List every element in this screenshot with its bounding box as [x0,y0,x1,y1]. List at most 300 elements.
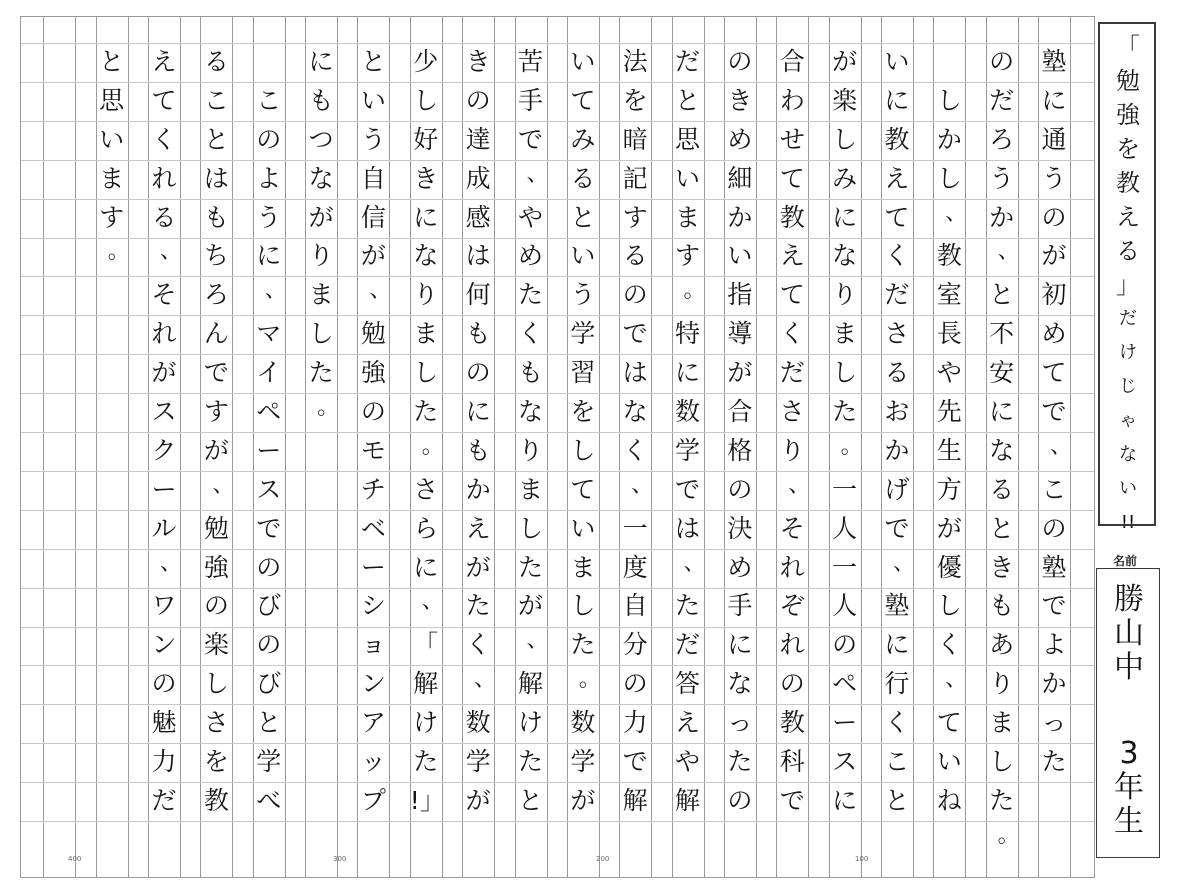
essay-char: で [622,747,648,777]
essay-char: ョ [360,630,386,660]
essay-char: 細 [727,163,753,193]
essay-char: 一 [832,474,858,504]
essay-char: は [622,358,648,388]
essay-char: が [832,47,858,76]
essay-char: 、 [421,589,444,615]
essay-char: 達 [465,124,491,154]
essay-char: の [622,669,648,699]
essay-char: 強 [360,358,386,388]
essay-column [567,43,599,821]
essay-char: 通 [1041,124,1067,154]
essay-char: 分 [622,630,648,660]
essay-char: ぞ [779,591,805,621]
essay-char: が [517,591,543,621]
essay-char: と [989,280,1015,310]
grid-column-line [651,17,652,877]
char-counter-100: 100 [855,855,869,863]
essay-char: め [517,241,543,271]
essay-char: が [727,358,753,388]
essay-char: 。 [317,395,340,421]
essay-char: 塾 [1041,47,1067,76]
essay-char: が [936,513,962,543]
essay-char: こ [203,85,229,115]
essay-char: あ [989,630,1015,660]
essay-char: え [151,47,177,76]
essay-char: い [727,241,753,271]
essay-char: ア [360,708,386,738]
char-counter-400: 400 [68,855,82,863]
essay-char: チ [360,474,386,504]
essay-char: ら [413,513,439,543]
essay-column [829,43,861,821]
essay-char: と [517,785,543,815]
essay-column [357,43,392,821]
essay-char: き [989,552,1015,582]
essay-char: 。 [683,278,706,304]
essay-char: た [727,747,753,777]
essay-char: が [465,552,491,582]
essay-char: 解 [675,785,701,815]
essay-char: 勉 [203,513,229,543]
essay-char: 数 [570,708,596,738]
essay-char: く [151,124,177,154]
essay-char: し [936,85,962,115]
essay-char: が [1041,241,1067,271]
essay-char: が [465,785,491,815]
essay-column [515,43,547,821]
essay-char: 力 [622,708,648,738]
essay-char: っ [1041,708,1067,738]
essay-char: 決 [727,513,753,543]
school-char: 山 [1114,616,1144,651]
essay-char [253,43,285,82]
essay-char: 一 [622,513,648,543]
essay-char: や [517,202,543,232]
essay-char: と [99,47,125,76]
essay-char: は [465,241,491,271]
essay-title [1112,30,1144,540]
essay-char: ー [360,552,386,582]
essay-char: 安 [989,358,1015,388]
essay-char: し [936,163,962,193]
school-char: 勝 [1114,582,1144,617]
title-char: な [1119,444,1137,465]
essay-char: ー [832,708,858,738]
essay-char: し [936,591,962,621]
essay-char: 記 [622,163,648,193]
essay-char: の [779,669,805,699]
essay-char: の [151,669,177,699]
essay-char: も [203,202,229,232]
essay-char: い [570,513,596,543]
essay-char: 、 [945,667,968,693]
title-char: !! [1120,512,1136,533]
essay-char: 初 [1041,280,1067,310]
essay-char: 勉 [360,319,386,349]
essay-char: と [203,124,229,154]
essay-char: な [308,163,334,193]
essay-char: 手 [517,85,543,115]
essay-char: り [308,241,334,271]
essay-char: れ [779,552,805,582]
essay-char: た [517,552,543,582]
essay-char: ン [360,669,386,699]
essay-column [305,43,340,432]
essay-char: か [1041,669,1067,699]
essay-char: た [570,630,596,660]
essay-char: 、 [526,628,549,654]
essay-char: 先 [936,397,962,427]
essay-char: り [779,435,805,465]
title-char: け [1119,342,1137,363]
grid-column-line [913,17,914,877]
essay-char: ン [151,630,177,660]
essay-char: し [989,747,1015,777]
essay-char: の [1041,513,1067,543]
essay-char: だ [989,85,1015,115]
grade-char: 年 [1114,770,1144,805]
essay-title-box [1098,22,1156,533]
essay-char: う [570,280,596,310]
essay-char: く [936,630,962,660]
essay-char: だ [675,47,701,76]
grid-column-line [965,17,966,877]
grid-column-line [704,17,705,877]
essay-char: す [622,202,648,232]
essay-column [462,43,497,821]
essay-char: て [151,85,177,115]
essay-char: る [989,474,1015,504]
essay-char: 、 [212,472,235,498]
essay-char: ま [99,163,125,193]
essay-char: が [203,435,229,465]
essay-char: れ [151,163,177,193]
essay-char: で [675,474,701,504]
essay-char: な [989,435,1015,465]
essay-char: だ [151,785,177,815]
essay-char: に [884,85,910,115]
grade-char: 3 [1119,736,1139,771]
essay-char: た [517,747,543,777]
essay-char: も [465,435,491,465]
essay-char: で [203,358,229,388]
grid-column-line [43,17,44,877]
essay-char: か [884,435,910,465]
grid-column-line [337,17,338,877]
grid-column-line [547,17,548,877]
essay-char: に [413,202,439,232]
essay-char: め [727,552,753,582]
essay-char: が [151,358,177,388]
essay-char: め [727,124,753,154]
essay-char: え [884,163,910,193]
author-name [1105,583,1153,839]
essay-char: や [675,747,701,777]
essay-char: 数 [675,397,701,427]
essay-char: 法 [622,47,648,76]
title-char: る [1116,237,1140,265]
essay-char: 魅 [151,708,177,738]
essay-char: 格 [727,435,753,465]
essay-char: 解 [517,669,543,699]
essay-char: て [570,474,596,504]
essay-char: 教 [884,124,910,154]
essay-char: 一 [832,552,858,582]
essay-char: と [360,47,386,76]
essay-char: り [832,280,858,310]
grid-column-line [599,17,600,877]
essay-char: に [413,552,439,582]
essay-char: な [413,241,439,271]
essay-char: で [884,513,910,543]
essay-char: と [884,785,910,815]
essay-char: 、 [1050,433,1073,459]
essay-char: 不 [989,319,1015,349]
essay-char: か [936,124,962,154]
grid-column-line [494,17,495,877]
essay-char: さ [779,397,805,427]
essay-char: や [936,358,962,388]
essay-char: そ [151,280,177,310]
essay-char: 何 [465,280,491,310]
essay-char: 塾 [884,591,910,621]
essay-char: み [832,163,858,193]
essay-char: お [884,397,910,427]
essay-char: 、 [631,472,654,498]
essay-char: 自 [622,591,648,621]
essay-char: の [727,785,753,815]
essay-char: だ [675,630,701,660]
essay-char: マ [256,319,282,349]
essay-char: に [884,630,910,660]
essay-char [933,43,965,82]
essay-char: か [465,474,491,504]
school-char: 中 [1114,650,1144,685]
essay-char: に [832,202,858,232]
essay-char: モ [360,435,386,465]
essay-char: と [570,202,596,232]
essay-char: が [570,785,596,815]
essay-char: け [413,708,439,738]
essay-char: 、 [788,472,811,498]
essay-char: し [570,591,596,621]
essay-char: て [779,280,805,310]
essay-char: さ [413,474,439,504]
essay-column [1038,43,1073,782]
essay-char: ま [517,474,543,504]
essay-char: 苦 [517,47,543,76]
essay-char: 合 [779,47,805,76]
essay-char: 学 [465,747,491,777]
essay-char: 。 [107,239,130,265]
essay-char: え [779,241,805,271]
essay-char: て [936,708,962,738]
essay-char: ー [151,474,177,504]
grid-column-line [389,17,390,877]
essay-char: た [832,397,858,427]
essay-char: い [675,163,701,193]
essay-char: う [1041,163,1067,193]
grid-column-line [75,17,76,877]
essay-char: に [465,397,491,427]
essay-char: べ [256,785,282,815]
essay-char: 。 [997,822,1020,848]
essay-char: て [779,163,805,193]
essay-char: だ [779,358,805,388]
essay-char: 解 [622,785,648,815]
essay-column [986,43,1018,860]
essay-char: 、 [526,161,549,187]
essay-char: め [1041,319,1067,349]
essay-char: り [517,435,543,465]
essay-char: し [203,669,229,699]
essay-char: の [1041,202,1067,232]
essay-char: 塾 [1041,552,1067,582]
essay-char: さ [203,708,229,738]
essay-char: は [675,513,701,543]
essay-char: く [517,319,543,349]
essay-char: の [832,630,858,660]
essay-char: い [570,241,596,271]
essay-char: で [1041,591,1067,621]
essay-char: い [360,85,386,115]
essay-char: 思 [675,124,701,154]
essay-char: の [622,280,648,310]
essay-char: る [203,47,229,76]
essay-char: ッ [360,747,386,777]
essay-char: 教 [779,708,805,738]
grid-column-line [756,17,757,877]
essay-char: で [517,124,543,154]
essay-char: に [727,630,753,660]
essay-char: く [779,319,805,349]
essay-char: 学 [256,747,282,777]
essay-char: た [675,591,701,621]
essay-char: に [256,241,282,271]
title-char: ゃ [1119,410,1137,431]
essay-char: 力 [151,747,177,777]
essay-char: せ [779,124,805,154]
title-char: じ [1119,376,1137,397]
title-char: 勉 [1116,67,1140,95]
essay-char: ス [832,747,858,777]
essay-char: ス [256,474,282,504]
essay-char: い [570,47,596,76]
essay-char: よ [256,163,282,193]
essay-char: 学 [675,435,701,465]
grid-column-line [232,17,233,877]
essay-char: た [413,747,439,777]
essay-char: す [675,241,701,271]
essay-char: の [727,47,753,76]
essay-char: シ [360,591,386,621]
title-char: 教 [1116,169,1140,197]
essay-char: 教 [779,202,805,232]
essay-char: 生 [936,435,962,465]
essay-char: た [465,591,491,621]
essay-column [96,43,128,276]
essay-char: で [779,785,805,815]
essay-char: ル [151,513,177,543]
essay-char: 成 [465,163,491,193]
essay-column [253,43,285,821]
essay-char: し [517,513,543,543]
genkouyoushi-sheet [20,16,1095,878]
char-counter-300: 300 [333,855,347,863]
essay-char: ち [203,241,229,271]
essay-char: ろ [203,280,229,310]
essay-char: 室 [936,280,962,310]
essay-char: び [256,591,282,621]
essay-char: 方 [936,474,962,504]
essay-char: の [465,358,491,388]
essay-char: も [308,85,334,115]
essay-char: り [413,280,439,310]
title-char: だ [1119,308,1137,329]
essay-char: さ [884,319,910,349]
essay-char: 、 [369,278,392,304]
essay-char: ろ [989,124,1015,154]
grid-column-line [1018,17,1019,877]
grid-column-line [808,17,809,877]
title-char: え [1116,203,1140,231]
essay-char: 学 [570,747,596,777]
essay-char: と [256,708,282,738]
essay-column [672,43,704,821]
essay-char: ま [989,708,1015,738]
essay-char: の [256,124,282,154]
essay-char: で [622,319,648,349]
essay-char: な [832,241,858,271]
essay-char: う [360,124,386,154]
essay-char: 導 [727,319,753,349]
essay-char: う [256,202,282,232]
essay-char: な [622,397,648,427]
grid-row-line [21,821,1094,822]
essay-char: ね [936,785,962,815]
essay-char: し [308,319,334,349]
essay-char: を [622,85,648,115]
essay-char: で [256,513,282,543]
essay-char: !」 [409,785,445,815]
essay-char: と [989,513,1015,543]
essay-column [933,43,968,821]
essay-char: に [675,358,701,388]
essay-char: ク [151,435,177,465]
essay-char: る [151,202,177,232]
essay-char: そ [779,513,805,543]
essay-char: 、 [264,278,287,304]
title-char: 強 [1116,101,1140,129]
essay-char: が [360,241,386,271]
essay-char: る [884,358,910,388]
essay-char: 合 [727,397,753,427]
essay-char: 自 [360,163,386,193]
essay-char: だ [884,280,910,310]
essay-char: 、 [683,550,706,576]
essay-char: く [465,630,491,660]
essay-char: け [517,708,543,738]
essay-char: か [727,202,753,232]
essay-char: に [308,47,334,76]
essay-char: ん [203,319,229,349]
essay-char: の [360,397,386,427]
essay-char: の [256,552,282,582]
essay-char: 優 [936,552,962,582]
essay-char: 特 [675,319,701,349]
title-char: 」 [1116,271,1140,299]
essay-char: 人 [832,591,858,621]
